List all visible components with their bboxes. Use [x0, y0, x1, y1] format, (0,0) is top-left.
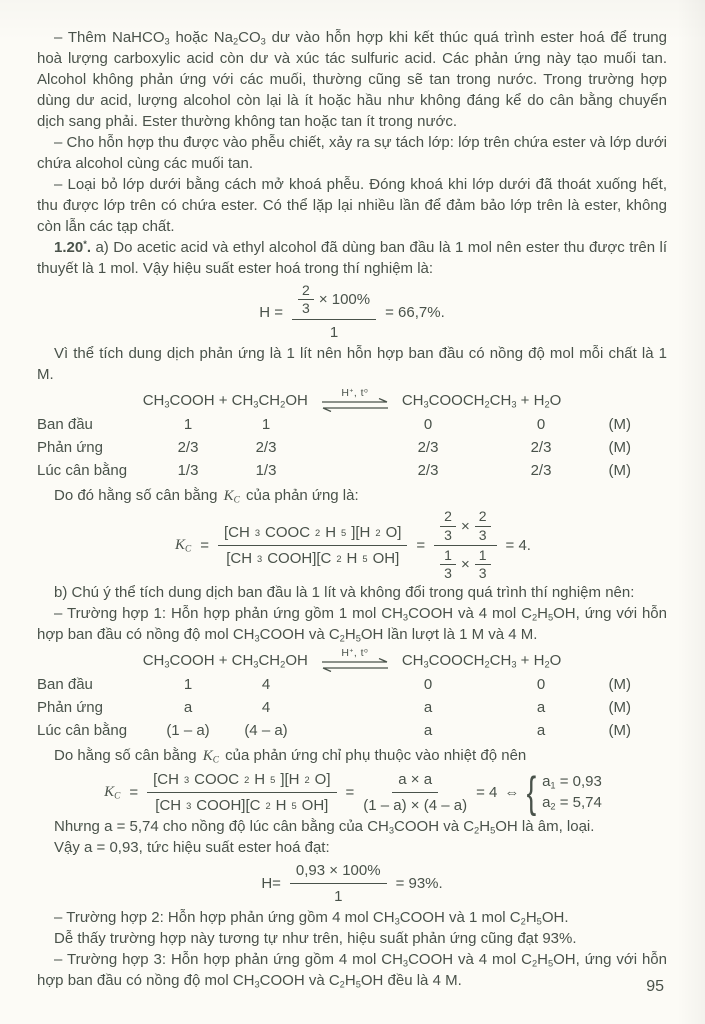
- kc-symbol: $K_C$: [223, 488, 240, 506]
- paragraph-truong-hop-3: – Trường hợp 3: Hỗn hợp phản ứng gồm 4 mol $CH_3COOH$ và 4 mol $C_2H_5OH$, ứng với hỗn hợp ban đầu có nồng độ mol $CH_3COOH$ và $C_2H_5OH$ đều là 4 M.: [37, 951, 667, 990]
- equilibrium-arrow: [319, 648, 391, 673]
- kc-expression-fraction: [CH 3 COOC 2 H 5 ][H 2 O] [CH 3 COOH][C 2 H 5 OH]: [218, 522, 407, 569]
- paragraph-do-do-hang-so: Do đó hằng số cân bằng $K_C$ của phản ứng là:: [54, 487, 359, 506]
- reaction-condition: H+, $t^o$: [341, 386, 369, 399]
- equilibrium-arrow-icon: [319, 658, 391, 672]
- kc-symbol: $K_C$: [175, 537, 192, 555]
- solution-cases: [542, 773, 602, 814]
- kc-symbol: $K_C$: [202, 748, 219, 766]
- paragraph-truong-hop-1: – Trường hợp 1: Hỗn hợp phản ứng gồm 1 mol $CH_3COOH$ và 4 mol $C_2H_5OH$, ứng với hỗn hợp ban đầu có nồng độ mol $CH_3COOH$ và $C_2H_5OH$ lần lượt là 1 M và 4 M.: [37, 604, 667, 644]
- formula-h2: [37, 860, 667, 907]
- formula-h1: [37, 283, 667, 343]
- paragraph-chu-y-b: b) Chú ý thể tích dung dịch ban đầu là 1 lít và không đổi trong quá trình thí nghiệm nên:: [54, 583, 635, 601]
- iff-symbol: ⇔: [504, 784, 520, 802]
- table-row: Ban đầu 1 4 0 0 (M): [37, 676, 631, 694]
- formula-h1-result: = 66,7%.: [385, 304, 445, 322]
- equilibrium-arrow-icon: [319, 398, 391, 412]
- formula-kc1-result: = 4.: [505, 537, 531, 555]
- kc-values-fraction: $\frac{2}{3}$ × $\frac{2}{3}$ $\frac{1}{3}$ × $\frac{1}{3}$: [434, 509, 496, 582]
- times-100: × 100%: [318, 291, 371, 309]
- brace-symbol: {: [526, 768, 537, 818]
- chemical-equation-2: [37, 648, 667, 673]
- concentration-table-1: [37, 414, 667, 483]
- fraction-two-thirds: $\frac{2}{3}$: [298, 283, 314, 317]
- concentration-table-2: [37, 674, 667, 743]
- fraction: $\frac{0,93 \times 100\%}{1}$: [290, 860, 387, 907]
- paragraph-nhung-a: Nhưng a = 5,74 cho nồng độ lúc cân bằng của $CH_3COOH$ và $C_2H_5OH$ là âm, loại.: [54, 818, 595, 836]
- equation-lhs: $CH_3COOH + CH_3CH_2OH$: [142, 391, 308, 409]
- equation-lhs: $CH_3COOH + CH_3CH_2OH$: [142, 651, 308, 669]
- paragraph-nahco3: – Thêm NaHCO$_3$ hoặc $Na_2CO_3$ dư vào hỗn hợp khi kết thúc quá trình ester hoá để trung hoà lượng carboxylic acid còn dư và xúc tác sulfuric acid. Các phản ứng này tạo muối tan. Alcohol không phản ứng với các muối, thường cũng sẽ tan trong nước. Trong trường hợp dùng dư acid, lượng alcohol còn lại là ít hoặc hầu như không đáng kể do cân bằng chuyển dịch sang phải. Ester thường không tan hoặc tan ít trong nước.: [37, 29, 667, 130]
- paragraph-loai-bo-lop-duoi: – Loại bỏ lớp dưới bằng cách mở khoá phễu. Đóng khoá khi lớp dưới đã thoát xuống hết, thu được lớp trên có chứa ester. Có thể lặp lại nhiều lần để đảm bảo lớp trên là ester, không còn lẫn các tạp chất.: [37, 176, 667, 235]
- paragraph-phieu-chiet: – Cho hỗn hợp thu được vào phễu chiết, xảy ra sự tách lớp: lớp trên chứa ester và lớp dưới chứa alcohol cùng các muối tan.: [37, 134, 667, 172]
- formula-kc1: $K_C$ = [CH 3 COOC 2 H 5 ][H 2 O] [CH 3 COOH][C 2 H 5 OH] = $\frac{2}{3}$ × $\frac{2}{3}$ $\frac{1}{3}$ × $\frac{1}{3}$ = 4.: [175, 508, 531, 582]
- paragraph-do-hang-so-nhiet-do: Do hằng số cân bằng $K_C$ của phản ứng chỉ phụ thuộc vào nhiệt độ nên: [54, 747, 527, 766]
- solution-a1: $a_1 = 0,93$: [542, 772, 602, 790]
- paragraph-vay-a: Vậy a = 0,93, tức hiệu suất ester hoá đạt:: [54, 839, 330, 857]
- paragraph-vi-the-tich: Vì thể tích dung dịch phản ứng là 1 lít nên hỗn hợp ban đầu có nồng độ mol mỗi chất là 1 M.: [37, 344, 667, 383]
- equation-rhs: $CH_3COOCH_2CH_3 + H_2O$: [401, 651, 562, 669]
- kc-values-fraction: $\frac{a \times a}{(1 - a) \times (4 - a)}$: [363, 771, 468, 815]
- solution-a2: $a_2 = 5,74$: [542, 794, 602, 812]
- exercise-text: a) Do acetic acid và ethyl alcohol đã dùng ban đầu là 1 mol nên ester thu được trên lí thuyết là 1 mol. Vậy hiệu suất ester hoá trong thí nghiệm là:: [37, 239, 667, 277]
- table-row: Lúc cân bằng (1 – a) (4 – a) a a (M): [37, 722, 631, 740]
- kc-symbol: $K_C$: [104, 784, 121, 802]
- table-row: Ban đầu 1 1 0 0 (M): [37, 416, 631, 434]
- reaction-condition: H+, $t^o$: [341, 646, 369, 659]
- chemical-equation-1: [37, 388, 667, 413]
- fraction: [292, 283, 376, 343]
- paragraph-truong-hop-2: – Trường hợp 2: Hỗn hợp phản ứng gồm 4 mol $CH_3COOH$ và 1 mol $C_2H_5OH$.: [54, 909, 569, 927]
- formula-h2-result: = 93%.: [395, 875, 443, 893]
- equilibrium-arrow: [319, 388, 391, 413]
- table-row: Phản ứng 2/3 2/3 2/3 2/3 (M): [37, 439, 631, 457]
- page-number: 95: [646, 978, 664, 995]
- kc-expression-fraction: [CH 3 COOC 2 H 5 ][H 2 O] [CH 3 COOH][C 2 H 5 OH]: [147, 769, 336, 816]
- paragraph-exercise-1-20: [37, 237, 667, 279]
- formula-kc2: $K_C$ = [CH 3 COOC 2 H 5 ][H 2 O] [CH 3 COOH][C 2 H 5 OH] = $\frac{a \times a}{(1 - a) \times (4 - a)}$ = 4 ⇔ { $a_1 = 0,93$ $a_2 = 5,74$: [104, 768, 602, 818]
- denominator: 1: [329, 323, 339, 341]
- formula-h2-lhs: H=: [261, 875, 281, 893]
- formula-h1-lhs: H =: [259, 304, 284, 322]
- paragraph-de-thay: Dễ thấy trường hợp này tương tự như trên, hiệu suất phản ứng cũng đạt 93%.: [54, 930, 577, 948]
- exercise-number: 1.20*.: [54, 238, 91, 256]
- table-row: Lúc cân bằng 1/3 1/3 2/3 2/3 (M): [37, 462, 631, 480]
- equation-rhs: $CH_3COOCH_2CH_3 + H_2O$: [401, 391, 562, 409]
- table-row: Phản ứng a 4 a a (M): [37, 699, 631, 717]
